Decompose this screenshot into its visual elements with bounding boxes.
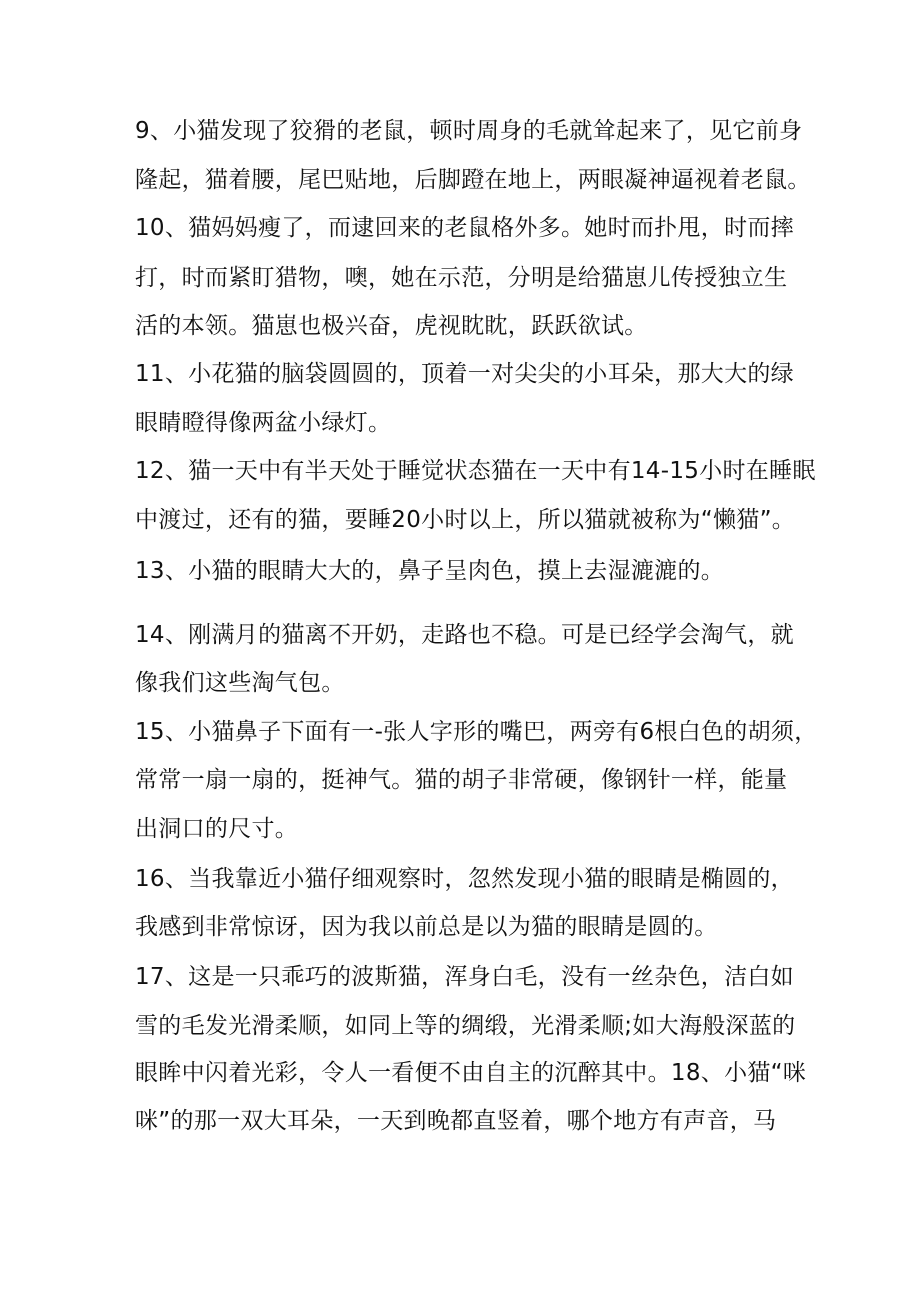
text-line: 眼睛瞪得像两盆小绿灯。 (135, 410, 392, 436)
text-line: 13、小猫的眼睛大大的，鼻子呈肉色，摸上去湿漉漉的。 (135, 558, 725, 584)
text-line: 中渡过，还有的猫，要睡20小时以上，所以猫就被称为“懒猫”。 (135, 507, 796, 533)
text-line: 16、当我靠近小猫仔细观察时，忽然发现小猫的眼睛是椭圆的， (135, 866, 794, 892)
text-line: 打，时而紧盯猎物，噢，她在示范，分明是给猫崽儿传授独立生 (135, 265, 788, 291)
text-line: 出洞口的尺寸。 (135, 816, 299, 842)
text-line: 15、小猫鼻子下面有一-张人字形的嘴巴，两旁有6根白色的胡须， (135, 719, 818, 745)
text-line: 常常一扇一扇的，挺神气。猫的胡子非常硬，像钢针一样，能量 (135, 767, 788, 793)
text-line: 17、这是一只乖巧的波斯猫，浑身白毛，没有一丝杂色，洁白如 (135, 964, 794, 990)
text-line: 9、小猫发现了狡猾的老鼠，顿时周身的毛就耸起来了，见它前身 (135, 118, 803, 144)
text-line: 隆起，猫着腰，尾巴贴地，后脚蹬在地上，两眼凝神逼视着老鼠。 (135, 167, 811, 193)
text-line: 眼眸中闪着光彩，令人一看便不由自主的沉醉其中。18、小猫“咪 (135, 1060, 807, 1086)
text-line: 10、猫妈妈瘦了，而逮回来的老鼠格外多。她时而扑甩，时而摔 (135, 215, 794, 241)
text-line: 我感到非常惊讶，因为我以前总是以为猫的眼睛是圆的。 (135, 914, 718, 940)
text-line: 12、猫一天中有半天处于睡觉状态猫在一天中有14-15小时在睡眠 (135, 458, 816, 484)
text-line: 雪的毛发光滑柔顺，如同上等的绸缎，光滑柔顺;如大海般深蓝的 (135, 1013, 796, 1039)
text-line: 活的本领。猫崽也极兴奋，虎视眈眈，跃跃欲试。 (135, 313, 648, 339)
text-line: 像我们这些淘气包。 (135, 670, 345, 696)
text-line: 咪”的那一双大耳朵，一天到晚都直竖着，哪个地方有声音，马 (135, 1108, 777, 1134)
text-line: 11、小花猫的脑袋圆圆的，顶着一对尖尖的小耳朵，那大大的绿 (135, 361, 794, 387)
text-line: 14、刚满月的猫离不开奶，走路也不稳。可是已经学会淘气，就 (135, 622, 794, 648)
